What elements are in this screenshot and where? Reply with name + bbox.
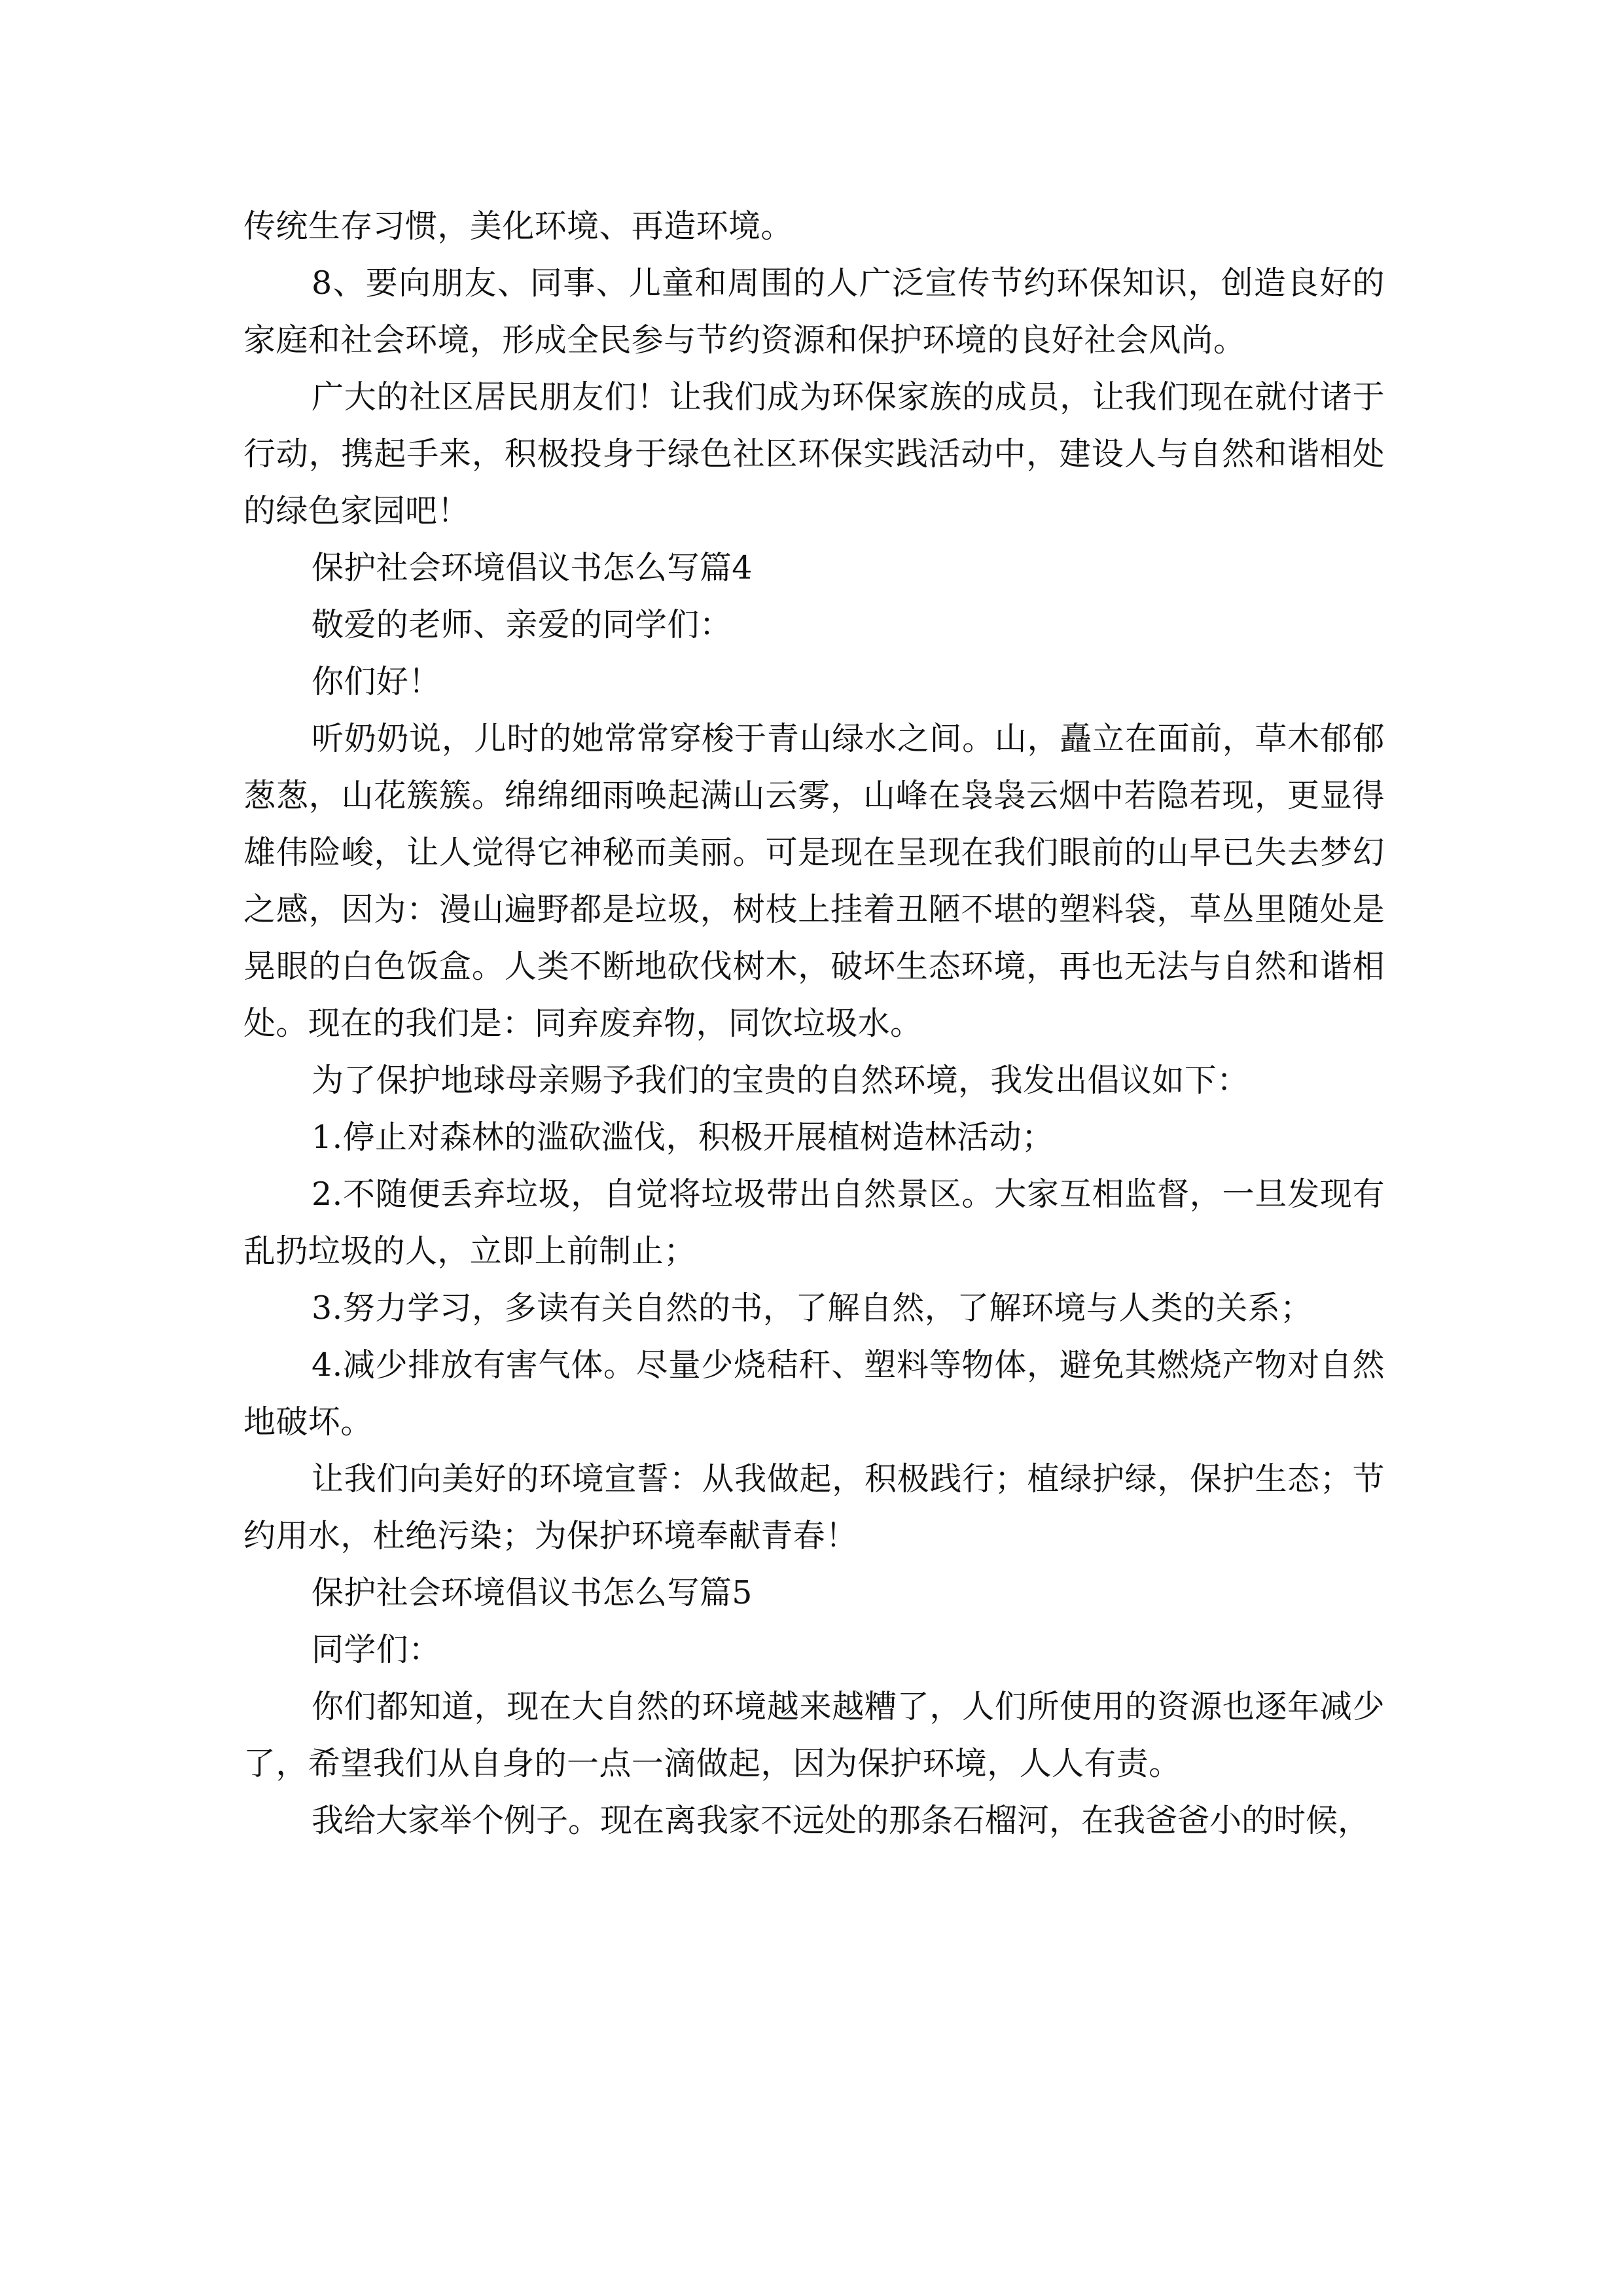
proposal-item-3: 3.努力学习，多读有关自然的书，了解自然，了解环境与人类的关系； [312,1289,1313,1327]
paragraph-item-8: 8、要向朋友、同事、儿童和周围的人广泛宣传节约环保知识，创造良好的家庭和社会环境，形成全民参与节约资源和保护环境的良好社会风尚。 [243,264,1385,359]
paragraph-appeal: 广大的社区居民朋友们！让我们成为环保家族的成员，让我们现在就付诸于行动，携起手来，积极投身于绿色社区环保实践活动中，建设人与自然和谐相处的绿色家园吧！ [243,378,1385,529]
salutation-students: 同学们： [312,1631,441,1668]
greeting: 你们好！ [312,663,441,700]
salutation-teachers: 敬爱的老师、亲爱的同学们： [312,606,732,643]
document-body [243,198,1385,1849]
paragraph-oath: 让我们向美好的环境宣誓：从我做起，积极践行；植绿护绿，保护生态；节约用水，杜绝污染；为保护环境奉献青春！ [243,1460,1385,1554]
proposal-item-1: 1.停止对森林的滥砍滥伐，积极开展植树造林活动； [312,1119,1054,1156]
section-heading-4: 保护社会环境倡议书怎么写篇4 [312,549,753,586]
paragraph-example: 我给大家举个例子。现在离我家不远处的那条石榴河，在我爸爸小的时候， [312,1802,1370,1839]
paragraph-proposal-intro: 为了保护地球母亲赐予我们的宝贵的自然环境，我发出倡议如下： [312,1062,1249,1099]
section-heading-5: 保护社会环境倡议书怎么写篇5 [312,1574,753,1611]
paragraph-environment: 你们都知道，现在大自然的环境越来越糟了，人们所使用的资源也逐年减少了，希望我们从自身的一点一滴做起，因为保护环境，人人有责。 [243,1688,1385,1782]
paragraph-continuation: 传统生存习惯，美化环境、再造环境。 [243,207,793,245]
proposal-item-2: 2.不随便丢弃垃圾，自觉将垃圾带出自然景区。大家互相监督，一旦发现有乱扔垃圾的人，立即上前制止； [243,1175,1385,1270]
proposal-item-4: 4.减少排放有害气体。尽量少烧秸秆、塑料等物体，避免其燃烧产物对自然地破坏。 [243,1346,1385,1441]
paragraph-story: 听奶奶说，儿时的她常常穿梭于青山绿水之间。山，矗立在面前，草木郁郁葱葱，山花簇簇。绵绵细雨唤起满山云雾，山峰在袅袅云烟中若隐若现，更显得雄伟险峻，让人觉得它神秘而美丽。可是现在呈现在我们眼前的山早已失去梦幻之感，因为：漫山遍野都是垃圾，树枝上挂着丑陋不堪的塑料袋，草丛里随处是晃眼的白色饭盒。人类不断地砍伐树木，破坏生态环境，再也无法与自然和谐相处。现在的我们是：同弃废弃物，同饮垃圾水。 [243,720,1385,1042]
